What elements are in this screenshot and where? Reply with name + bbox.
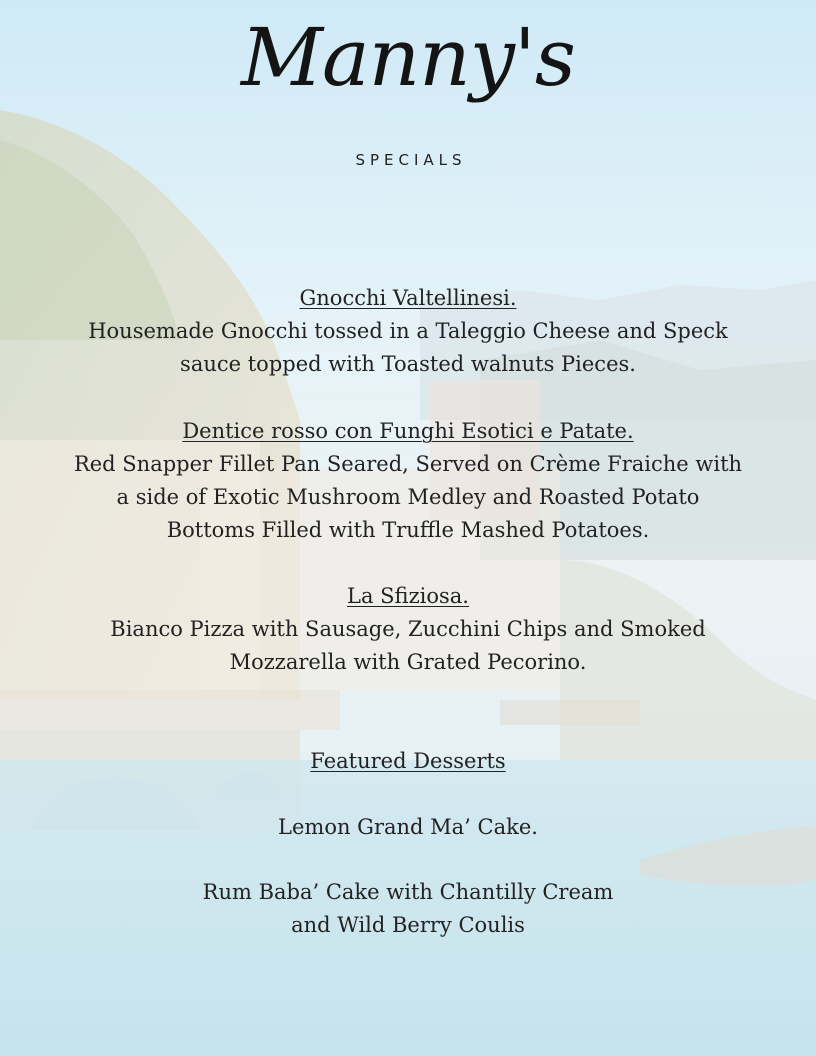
special-description-line: sauce topped with Toasted walnuts Pieces. <box>180 352 636 376</box>
special-item-1 <box>0 415 816 448</box>
dessert-item: Lemon Grand Ma’ Cake. <box>278 815 538 839</box>
desserts-heading <box>0 745 816 778</box>
restaurant-logo: Manny's <box>241 11 575 104</box>
special-description-line: Red Snapper Fillet Pan Seared, Served on Crème Fraiche with <box>73 452 743 476</box>
special-title: Gnocchi Valtellinesi. <box>299 286 517 310</box>
dessert-item-line: and Wild Berry Coulis <box>291 913 525 937</box>
special-item-0 <box>0 282 816 315</box>
special-description-line: a side of Exotic Mushroom Medley and Roasted Potato <box>116 485 700 509</box>
special-title: La Sfiziosa. <box>347 584 469 608</box>
special-description-line: Mozzarella with Grated Pecorino. <box>229 650 587 674</box>
special-description-line: Bottoms Filled with Truffle Mashed Potatoes. <box>166 518 650 542</box>
special-item-2 <box>0 580 816 613</box>
page-subtitle: SPECIALS <box>355 151 467 169</box>
special-description-line: Housemade Gnocchi tossed in a Taleggio Cheese and Speck <box>88 319 728 343</box>
dessert-item: Rum Baba’ Cake with Chantilly Cream <box>202 880 614 904</box>
special-description-line: Bianco Pizza with Sausage, Zucchini Chips and Smoked <box>110 617 706 641</box>
special-title: Dentice rosso con Funghi Esotici e Patate. <box>182 419 634 443</box>
desserts-title: Featured Desserts <box>310 749 506 773</box>
